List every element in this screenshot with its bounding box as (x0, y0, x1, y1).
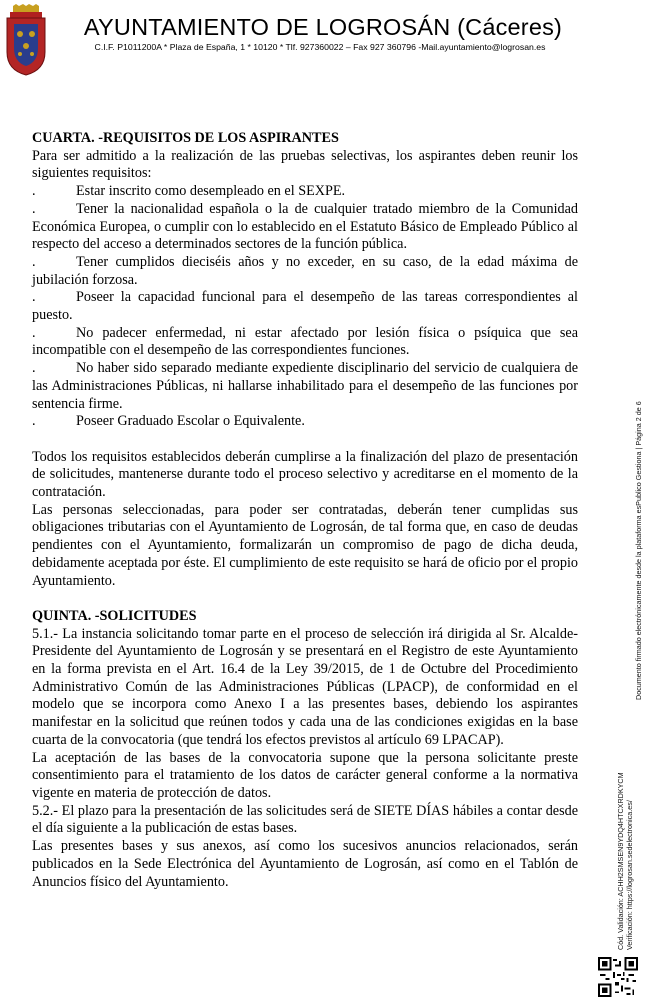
paragraph: Todos los requisitos establecidos deberán cumplirse a la finalización del plazo de presentación de solicitudes, mantenerse durante todo el proceso selectivo y acreditarse en el momento de la contratación. (32, 448, 578, 501)
document-body (32, 130, 578, 891)
requirement-item: . No padecer enfermedad, ni estar afectado por lesión física o psíquica que sea incompatible con el desempeño de las correspondientes funciones. (32, 324, 578, 359)
paragraph: 5.1.- La instancia solicitando tomar parte en el proceso de selección irá dirigida al Sr. Alcalde-Presidente del Ayuntamiento de Logrosán y se presentará en el Registro de este Ayuntamiento en la forma prevista en el Art. 16.4 de la Ley 39/2015, de 1 de Octubre del Procedimiento Administrativo Común de las Administraciones Públicas (LPACP), de conformidad en el modelo que se incorpora como Anexo I a las presentes bases, debiendo los aspirantes manifestar en la solicitud que reúnen todos y cada una de las condiciones exigidas en la base cuarta de la convocatoria (que tendrá los efectos previstos al artículo 69 LPACAP). (32, 625, 578, 748)
verification-url[interactable]: Verificación: https://logrosan.sedelectronica.es/ (624, 800, 634, 950)
section-intro: Para ser admitido a la realización de las pruebas selectivas, los aspirantes deben reunir los siguientes requisitos: (32, 147, 578, 182)
coat-of-arms-icon (4, 4, 48, 76)
requirement-item: . Tener cumplidos dieciséis años y no exceder, en su caso, de la edad máxima de jubilación forzosa. (32, 253, 578, 288)
section-heading-cuarta: CUARTA. -REQUISITOS DE LOS ASPIRANTES (32, 130, 339, 146)
paragraph: 5.2.- El plazo para la presentación de las solicitudes será de SIETE DÍAS hábiles a contar desde el día siguiente a la publicación de estas bases. (32, 802, 578, 837)
contact-line: C.I.F. P1011200A * Plaza de España, 1 * 10120 * Tlf. 927360022 – Fax 927 360796 -Mail.ayuntamiento@logrosan.es (94, 42, 546, 52)
requirement-item: . Poseer la capacidad funcional para el desempeño de las tareas correspondientes al puesto. (32, 289, 578, 324)
requirement-item: . Poseer Graduado Escolar o Equivalente. (32, 413, 305, 430)
signature-note: Documento firmado electrónicamente desde la plataforma esPublico Gestiona | Página 2 de 6 (634, 401, 643, 700)
requirement-item: . No haber sido separado mediante expediente disciplinario del servicio de cualquiera de las Administraciones Públicas, ni hallarse inhabilitado para el desempeño de las funciones por sentencia firme. (32, 360, 578, 412)
requirement-item: . Estar inscrito como desempleado en el SEXPE. (32, 183, 346, 200)
paragraph: La aceptación de las bases de la convocatoria supone que la persona solicitante preste consentimiento para el tratamiento de los datos de carácter general conforme a la normativa vigente en materia de protección de datos. (32, 749, 578, 801)
page-title: AYUNTAMIENTO DE LOGROSÁN (Cáceres) (83, 14, 563, 40)
section-heading-quinta: QUINTA. -SOLICITUDES (32, 607, 197, 624)
requirement-item: . Tener la nacionalidad española o la de cualquier tratado miembro de la Comunidad Económica Europea, o cumplir con lo establecido en el Estatuto Básico de Empleado Público al respecto del acceso a determinados sectores de la función pública. (32, 200, 578, 253)
paragraph: Las personas seleccionadas, para poder ser contratadas, deberán tener cumplidas sus obligaciones tributarias con el Ayuntamiento de Logrosán, de tal forma que, en caso de deudas pendientes con el Ayuntamiento, formalizarán un compromiso de pago de dicha deuda, debidamente aceptada por éste. El cumplimiento de este requisito se hará de oficio por el propio Ayuntamiento. (32, 501, 578, 589)
paragraph: Las presentes bases y sus anexos, así como los sucesivos anuncios relacionados, serán publicados en la Sede Electrónica del Ayuntamiento de Logrosán, así como en el Tablón de Anuncios físico del Ayuntamiento. (32, 838, 578, 890)
qr-code-icon[interactable] (598, 957, 638, 997)
validation-code: Cód. Validación: ACHH2SMSEN9YDQ4HTCXRDKYCM (616, 772, 625, 950)
validation-text (617, 772, 635, 950)
